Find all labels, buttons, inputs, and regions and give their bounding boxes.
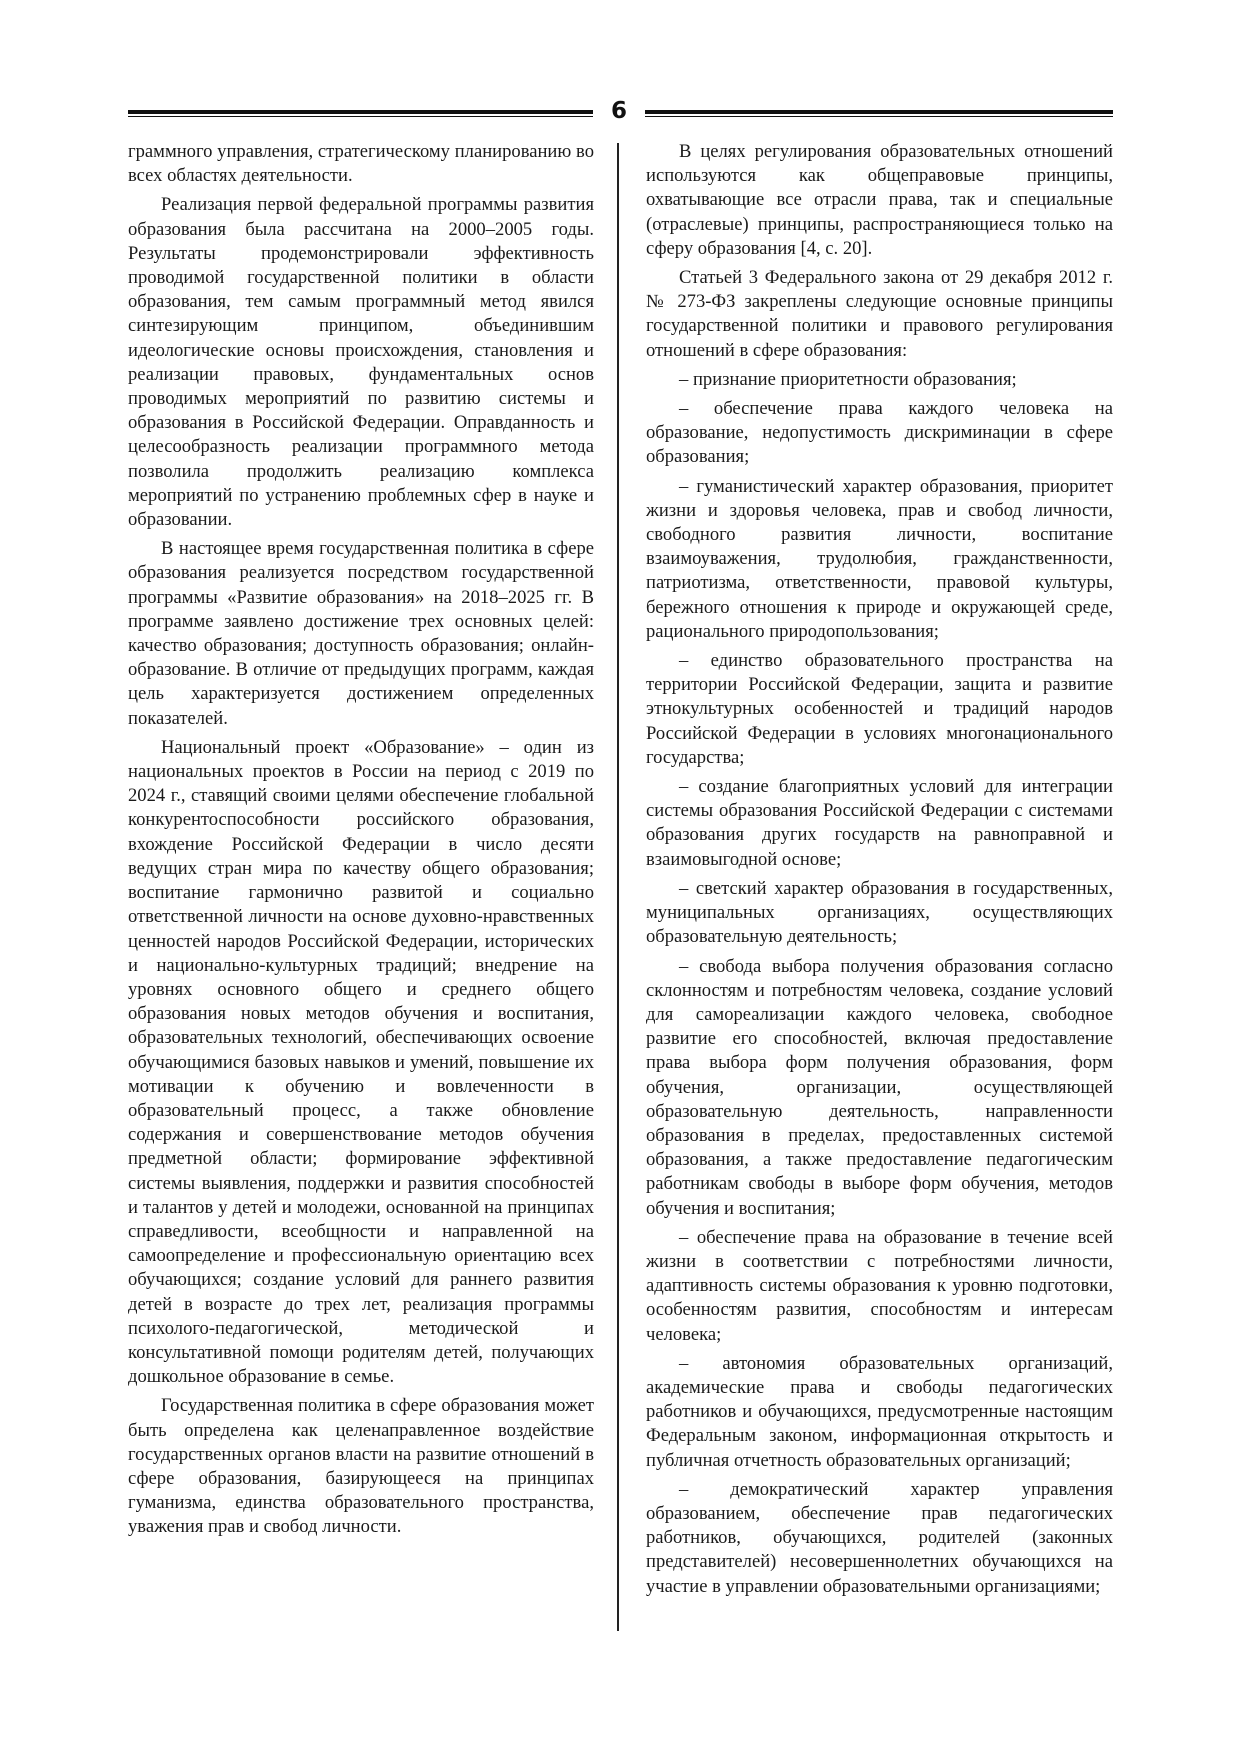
paragraph: граммного управления, стратегическому планированию во всех областях деятельности. [128,141,594,187]
list-item: – обеспечение права каждого человека на образование, недопустимость дискриминации в сфере образования; [646,398,1113,468]
list-item: – свобода выбора получения образования согласно склонностям и потребностям человека, создание условий для самореализации каждого человека, свободное развитие его способностей, включая предоставление права выбора форм получения образования, форм обучения, организации, осуществляющей образовательную деятельность, направленности образования в пределах, предоставленных системой образования, а также предоставление педагогическим работникам свободы в выборе форм обучения, методов обучения и воспитания; [646,955,1113,1219]
list-item: – единство образовательного пространства на территории Российской Федерации, защита и развитие этнокультурных особенностей и традиций народов Российской Федерации в условиях многонационального государства; [646,650,1113,768]
page-number: 6 [610,98,627,124]
list-item: – гуманистический характер образования, приоритет жизни и здоровья человека, прав и свобод личности, свободного развития личности, воспитание взаимоуважения, трудолюбия, гражданственности, патриотизма, ответственности, правовой культуры, бережного отношения к природе и окружающей среде, рационального природопользования; [646,475,1113,642]
right-column [646,140,1113,1604]
page-header [128,98,1113,127]
paragraph: Реализация первой федеральной программы развития образования была рассчитана на 2000–2005 годы. Результаты продемонстрировали эффективность проводимой государственной политики в области образования, тем самым программный метод явился синтезирующим принципом, объединившим идеологические основы происхождения, становления и реализации правовых, фундаментальных основ проводимых мероприятий по развитию системы и образования в Российской Федерации. Оправданность и целесообразность реализации программного метода позволила продолжить реализацию комплекса мероприятий по устранению проблемных сфер в науке и образовании. [128,194,594,531]
list-item: – светский характер образования в государственных, муниципальных организациях, осуществляющих образовательную деятельность; [646,877,1113,948]
paragraph: Статьей 3 Федерального закона от 29 декабря 2012 г. № 273-ФЗ закреплены следующие основные принципы государственной политики и правового регулирования отношений в сфере образования: [646,267,1113,361]
header-rule-right [645,110,1113,117]
paragraph: В настоящее время государственная политика в сфере образования реализуется посредством государственной программы «Развитие образования» на 2018–2025 гг. В программе заявлено достижение трех основных целей: качество образования; доступность образования; онлайн-образование. В отличие от предыдущих программ, каждая цель характеризуется достижением определенных показателей. [128,538,594,729]
header-rule-left [128,110,593,117]
paragraph: Государственная политика в сфере образования может быть определена как целенаправленное воздействие государственных органов власти на развитие отношений в сфере образования, базирующееся на принципах гуманизма, единства образовательного пространства, уважения прав и свобод личности. [128,1395,594,1538]
list-item: – автономия образовательных организаций, академические права и свободы педагогических работников и обучающихся, предусмотренные настоящим Федеральным законом, информационная открытость и публичная отчетность образовательных организаций; [646,1352,1113,1471]
list-item: – демократический характер управления образованием, обеспечение прав педагогических работников, обучающихся, родителей (законных представителей) несовершеннолетних обучающихся на участие в управлении образовательными организациями; [646,1478,1113,1597]
list-item: – признание приоритетности образования; [679,368,1017,390]
paragraph: Национальный проект «Образование» – один из национальных проектов в России на период с 2019 по 2024 г., ставящий своими целями обеспечение глобальной конкурентоспособности российского образования, вхождение Российской Федерации в число десяти ведущих стран мира по качеству общего образования; воспитание гармонично развитой и социально ответственной личности на основе духовно-нравственных ценностей народов Российской Федерации, исторических и национально-культурных традиций; внедрение на уровнях основного общего и среднего общего образования новых методов обучения и воспитания, образовательных технологий, обеспечивающих освоение обучающимися базовых навыков и умений, повышение их мотивации к обучению и вовлеченности в образовательный процесс, а также обновление содержания и совершенствование методов обучения предметной области; формирование эффективной системы выявления, поддержки и развития способностей и талантов у детей и молодежи, основанной на принципах справедливости, всеобщности и направленной на самоопределение и профессиональную ориентацию всех обучающихся; создание условий для раннего развития детей в возрасте до трех лет, реализация программы психолого-педагогической, методической и консультативной помощи родителям детей, получающих дошкольное образование в семье. [128,736,594,1388]
list-item: – обеспечение права на образование в течение всей жизни в соответствии с потребностями личности, адаптивность системы образования к уровню подготовки, особенностям развития, способностям и интересам человека; [646,1226,1113,1345]
left-column [128,140,594,1545]
paragraph: В целях регулирования образовательных отношений используются как общеправовые принципы, охватывающие все отрасли права, так и специальные (отраслевые) принципы, распространяющиеся только на сферу образования [4, с. 20]. [646,141,1113,259]
list-item: – создание благоприятных условий для интеграции системы образования Российской Федерации с системами образования других государств на равноправной и взаимовыгодной основе; [646,776,1113,870]
column-divider [617,143,619,1631]
